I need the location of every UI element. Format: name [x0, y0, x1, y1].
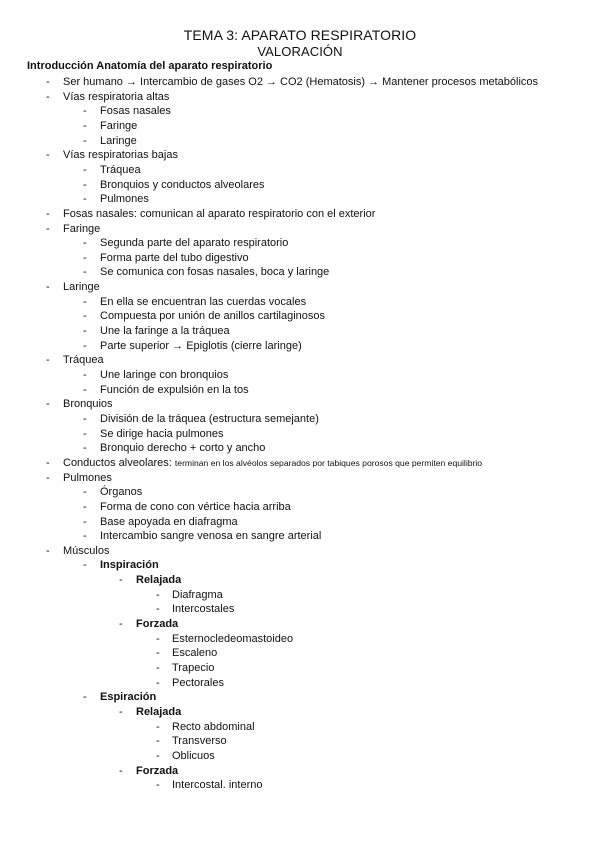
list-item-label: Parte superior → Epiglotis (cierre laringe)	[100, 339, 302, 352]
list-item-label: Intercambio sangre venosa en sangre arterial	[100, 530, 322, 543]
list-item-label: Ser humano → Intercambio de gases O2 → CO2 (Hematosis) → Mantener procesos metabólicos	[63, 76, 539, 88]
bullet-dash: -	[83, 178, 87, 191]
bullet-dash: -	[46, 544, 50, 557]
list-item-text	[100, 134, 137, 148]
bullet-dash: -	[83, 325, 87, 338]
list-item-text	[100, 251, 249, 265]
list-item-label: Tráquea	[100, 163, 141, 176]
bullet-dash: -	[83, 442, 87, 455]
list-item-label: Forzada	[136, 764, 179, 777]
list-item-label: Esternocledeomastoideo	[172, 632, 294, 645]
bullet-dash: -	[119, 574, 123, 587]
list-item-text	[100, 163, 141, 177]
bullet-dash: -	[156, 662, 160, 674]
list-item-text	[172, 778, 263, 792]
list-item-text	[100, 441, 265, 455]
bullet-dash: -	[46, 90, 50, 103]
list-item-label: Laringe	[100, 134, 137, 147]
document-subtitle: VALORACIÓN	[257, 44, 343, 59]
bullet-dash: -	[156, 749, 160, 762]
list-item-text	[100, 558, 159, 572]
list-item-text	[100, 324, 230, 338]
list-item-text	[172, 602, 234, 616]
list-item-label: Une laringe con bronquios	[100, 369, 229, 381]
list-item-label: Fosas nasales	[100, 105, 171, 118]
list-item-label: Faringe	[63, 222, 101, 235]
list-item-text	[63, 353, 104, 367]
list-item-label: Forma parte del tubo digestivo	[100, 251, 249, 264]
list-item-text	[100, 178, 264, 192]
list-item-text	[100, 104, 171, 118]
list-item-text	[172, 720, 255, 734]
bullet-dash: -	[46, 281, 50, 294]
bullet-dash: -	[46, 354, 50, 367]
list-item-label: Órganos	[100, 486, 143, 499]
bullet-dash: -	[83, 295, 87, 308]
bullet-dash: -	[46, 76, 50, 88]
bullet-dash: -	[83, 383, 87, 396]
bullet-dash: -	[83, 530, 87, 543]
list-item-label: Forma de cono con vértice hacia arriba	[100, 500, 291, 513]
list-item-text	[172, 588, 223, 602]
list-item-label: Intercostales	[172, 603, 235, 616]
list-item-label: Relajada	[136, 574, 182, 587]
list-item-text	[136, 705, 181, 719]
list-item-label: En ella se encuentran las cuerdas vocales	[100, 295, 307, 308]
bullet-dash: -	[119, 705, 123, 718]
bullet-dash: -	[83, 486, 87, 499]
list-item-label: Se comunica con fosas nasales, boca y laringe	[100, 266, 330, 279]
list-item-label: Músculos	[63, 544, 110, 557]
bullet-dash: -	[83, 427, 87, 440]
bullet-dash: -	[119, 764, 123, 777]
bullet-dash: -	[156, 632, 160, 645]
list-item-text	[63, 544, 109, 558]
list-item-text	[63, 90, 169, 104]
list-item-label: Escaleno	[172, 647, 218, 660]
bullet-dash: -	[83, 500, 87, 513]
list-item-label: Conductos alveolares:	[63, 456, 172, 469]
bullet-dash: -	[46, 207, 50, 220]
list-item-label: Compuesta por unión de anillos cartilaginosos	[100, 310, 326, 323]
list-item-text	[100, 485, 142, 499]
bullet-dash: -	[83, 134, 87, 147]
list-item-text	[100, 690, 156, 704]
list-item-label: Bronquio derecho + corto y ancho	[100, 442, 266, 455]
list-item-label: Faringe	[100, 119, 138, 132]
list-item-text	[100, 309, 325, 323]
list-item-text	[63, 456, 482, 470]
list-item-label: Pectorales	[172, 676, 224, 689]
list-item-text	[172, 676, 224, 690]
bullet-dash: -	[83, 266, 87, 279]
bullet-dash: -	[46, 471, 50, 484]
list-item-text	[100, 295, 306, 309]
list-item-text	[100, 383, 249, 397]
list-item-text	[172, 734, 227, 748]
list-item-text	[63, 207, 375, 221]
list-item-text	[172, 749, 215, 763]
bullet-dash: -	[83, 237, 87, 250]
list-item-text	[172, 661, 214, 675]
bullet-dash: -	[156, 779, 160, 792]
list-item-text	[100, 119, 137, 133]
list-item-text	[100, 500, 291, 514]
list-item-label: Bronquios y conductos alveolares	[100, 178, 265, 191]
bullet-dash: -	[83, 193, 87, 206]
list-item-label: Se dirige hacia pulmones	[100, 427, 224, 440]
list-item-text	[63, 397, 113, 411]
list-item-label: Inspiración	[100, 559, 159, 572]
list-item-label: Base apoyada en diafragma	[100, 515, 238, 528]
list-item-text	[172, 632, 293, 646]
list-item-label: Fosas nasales: comunican al aparato respiratorio con el exterior	[63, 207, 376, 220]
bullet-dash: -	[46, 398, 50, 411]
list-item-text	[100, 368, 228, 382]
list-item-text	[63, 471, 112, 485]
bullet-dash: -	[83, 339, 87, 352]
list-item-label: Une la faringe a la tráquea	[100, 325, 230, 338]
list-item-label: Segunda parte del aparato respiratorio	[100, 237, 289, 250]
list-item-text	[63, 75, 538, 89]
bullet-dash: -	[83, 105, 87, 118]
list-item-label: Espiración	[100, 691, 157, 704]
list-item-text	[100, 515, 238, 529]
bullet-dash: -	[156, 588, 160, 601]
bullet-dash: -	[46, 149, 50, 162]
list-item-text	[172, 646, 217, 660]
document-title: TEMA 3: APARATO RESPIRATORIO	[183, 27, 417, 43]
list-item-label: Transverso	[172, 735, 227, 748]
list-item-label: Forzada	[136, 618, 179, 631]
bullet-dash: -	[83, 559, 87, 572]
list-item-label: Pulmones	[63, 471, 112, 484]
bullet-dash: -	[156, 603, 160, 616]
list-item-text	[63, 280, 100, 294]
list-item-text	[136, 617, 178, 631]
list-item-text	[100, 236, 288, 250]
list-item-text	[63, 222, 100, 236]
list-item-text	[100, 192, 149, 206]
list-item-note: terminan en los alvéolos separados por tabiques porosos que permiten equilibrio	[174, 457, 483, 468]
list-item-text	[136, 764, 178, 778]
list-item-text	[100, 265, 329, 279]
bullet-dash: -	[83, 691, 87, 704]
bullet-dash: -	[46, 222, 50, 235]
bullet-dash: -	[83, 119, 87, 132]
bullet-dash: -	[83, 251, 87, 264]
bullet-dash: -	[83, 412, 87, 425]
list-item-label: División de la tráquea (estructura semejante)	[100, 412, 319, 425]
list-item-label: Vías respiratoria altas	[63, 90, 170, 103]
bullet-dash: -	[83, 369, 87, 381]
bullet-dash: -	[156, 676, 160, 689]
list-item-label: Relajada	[136, 705, 182, 718]
bullet-dash: -	[83, 310, 87, 323]
section-heading: Introducción Anatomía del aparato respiratorio	[27, 60, 273, 72]
list-item-label: Intercostal. interno	[172, 779, 263, 792]
list-item-text	[63, 148, 178, 162]
bullet-dash: -	[83, 163, 87, 176]
bullet-dash: -	[83, 515, 87, 528]
list-item-label: Trapecio	[172, 662, 215, 674]
list-item-label: Oblicuos	[172, 749, 215, 762]
list-item-label: Función de expulsión en la tos	[100, 383, 249, 396]
list-item-label: Tráquea	[63, 354, 104, 367]
list-item-label: Diafragma	[172, 588, 223, 601]
list-item-label: Pulmones	[100, 193, 149, 206]
list-item-text	[136, 573, 181, 587]
list-item-text	[100, 339, 302, 353]
bullet-dash: -	[156, 720, 160, 733]
list-item-label: Recto abdominal	[172, 720, 255, 733]
bullet-dash: -	[156, 735, 160, 748]
bullet-dash: -	[46, 456, 50, 469]
list-item-text	[100, 529, 321, 543]
list-item-text	[100, 412, 319, 426]
list-item-label: Vías respiratorias bajas	[63, 149, 178, 162]
list-item-label: Laringe	[63, 281, 100, 294]
list-item-text	[100, 427, 224, 441]
list-item-label: Bronquios	[63, 398, 113, 411]
bullet-dash: -	[156, 647, 160, 660]
bullet-dash: -	[119, 618, 123, 631]
